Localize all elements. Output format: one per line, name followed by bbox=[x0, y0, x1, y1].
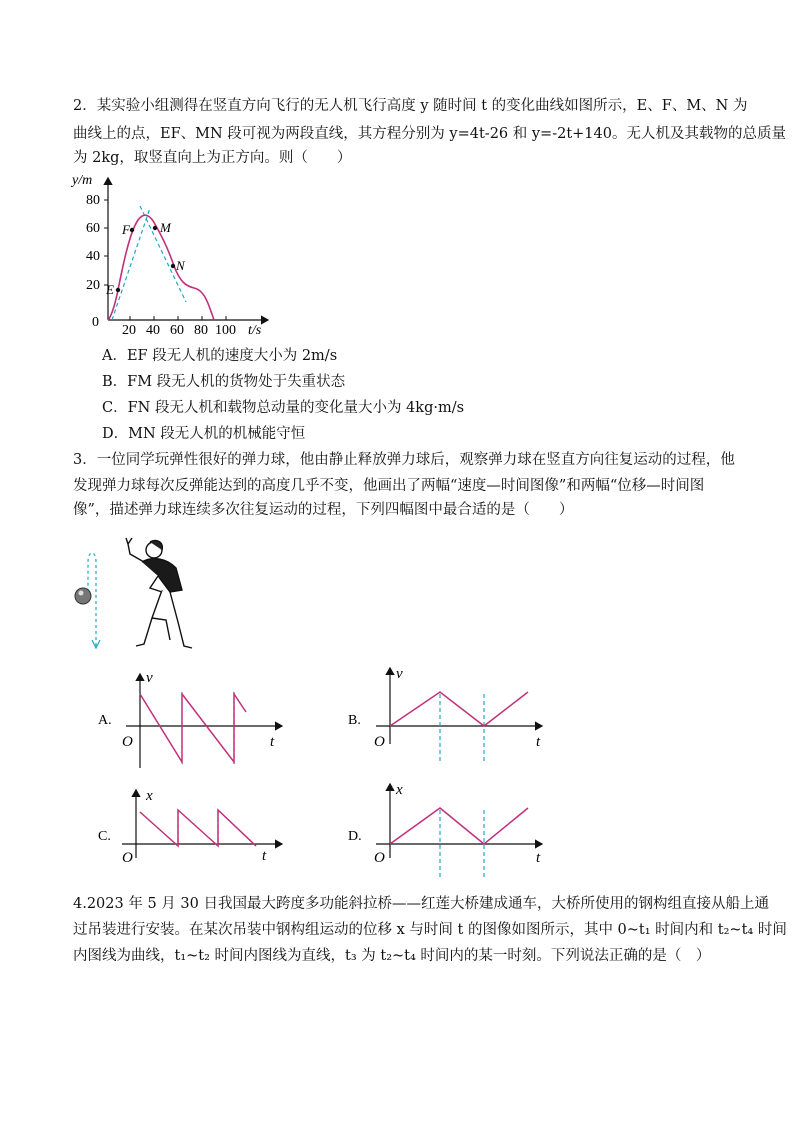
point-label-e: E bbox=[106, 282, 114, 297]
bouncing-ball-illustration bbox=[66, 536, 206, 656]
option-label: D. bbox=[348, 829, 362, 844]
q3-line-2: 发现弹力球每次反弹能达到的高度几乎不变，他画出了两幅“速度—时间图像”和两幅“位移—时间图 bbox=[73, 478, 705, 494]
q3-line-3: 像”，描述弹力球连续多次往复运动的过程，下列四幅图中最合适的是（ ） bbox=[73, 502, 574, 518]
point-e bbox=[116, 288, 120, 292]
point-m bbox=[153, 226, 157, 230]
x-tick: 100 bbox=[215, 323, 236, 338]
y-tick: 20 bbox=[86, 278, 100, 293]
q3-graph-c[interactable] bbox=[96, 786, 296, 886]
x-tick: 80 bbox=[194, 323, 208, 338]
displacement-line bbox=[390, 808, 528, 844]
y-label: v bbox=[146, 670, 153, 686]
ball-icon bbox=[75, 588, 91, 604]
point-label-m: M bbox=[160, 220, 171, 235]
origin-label: O bbox=[374, 850, 385, 866]
y-axis-label: y/m bbox=[72, 173, 93, 188]
origin-label: O bbox=[122, 734, 133, 750]
x-tick: 60 bbox=[170, 323, 184, 338]
origin-tick: 0 bbox=[92, 315, 99, 330]
q2-option-c[interactable]: C．FN 段无人机和载物总动量的变化量大小为 4kg·m/s bbox=[102, 400, 465, 416]
point-f bbox=[130, 228, 134, 232]
q4-line-3: 内图线为曲线，t₁~t₂ 时间内图线为直线，t₃ 为 t₂~t₄ 时间内的某一时刻。下列说法正确的是（ ） bbox=[73, 948, 711, 964]
velocity-line bbox=[390, 692, 528, 726]
q3-line-1: 3．一位同学玩弹性很好的弹力球，他由静止释放弹力球后，观察弹力球在竖直方向往复运动的过程，他 bbox=[73, 452, 735, 468]
y-label: v bbox=[396, 666, 403, 682]
ef-line bbox=[112, 208, 150, 320]
option-label: A. bbox=[98, 713, 112, 728]
option-label: C. bbox=[98, 829, 111, 844]
velocity-line bbox=[140, 694, 246, 762]
x-label: t bbox=[262, 848, 267, 864]
origin-label: O bbox=[374, 734, 385, 750]
q4-line-1: 4.2023 年 5 月 30 日我国最大跨度多功能斜拉桥——红莲大桥建成通车，大桥所使用的钢构组直接从船上通 bbox=[73, 896, 769, 912]
y-label: x bbox=[146, 788, 153, 804]
y-tick: 80 bbox=[86, 193, 100, 208]
x-label: t bbox=[270, 734, 275, 750]
x-label: t bbox=[536, 734, 541, 750]
q2-option-b[interactable]: B．FM 段无人机的货物处于失重状态 bbox=[102, 374, 346, 390]
q3-graph-a[interactable] bbox=[96, 664, 296, 774]
x-tick: 40 bbox=[146, 323, 160, 338]
q2-option-d[interactable]: D．MN 段无人机的机械能守恒 bbox=[102, 426, 306, 442]
y-label: x bbox=[396, 782, 403, 798]
q4-line-2: 过吊装进行安装。在某次吊装中钢构组运动的位移 x 与时间 t 的图像如图所示，其中 0~t₁ 时间内和 t₂~t₄ 时间 bbox=[73, 922, 787, 938]
q2-line-1: 2．某实验小组测得在竖直方向飞行的无人机飞行高度 y 随时间 t 的变化曲线如图所示，E、F、M、N 为 bbox=[73, 98, 748, 114]
x-axis-label: t/s bbox=[248, 323, 262, 338]
point-label-n: N bbox=[176, 258, 185, 273]
point-label-f: F bbox=[122, 222, 130, 237]
x-label: t bbox=[536, 850, 541, 866]
person-icon bbox=[126, 538, 192, 648]
q2-line-2: 曲线上的点，EF、MN 段可视为两段直线，其方程分别为 y=4t-26 和 y=-2t+140。无人机及其载物的总质量 bbox=[73, 126, 786, 142]
point-n bbox=[171, 264, 175, 268]
q2-option-a[interactable]: A．EF 段无人机的速度大小为 2m/s bbox=[102, 348, 338, 364]
y-tick: 40 bbox=[86, 249, 100, 264]
x-tick: 20 bbox=[122, 323, 136, 338]
origin-label: O bbox=[122, 850, 133, 866]
q3-graph-b[interactable] bbox=[346, 664, 556, 774]
option-label: B. bbox=[348, 713, 361, 728]
y-tick: 60 bbox=[86, 221, 100, 236]
q3-graph-d[interactable] bbox=[346, 780, 556, 886]
displacement-line bbox=[140, 810, 256, 846]
q2-height-time-graph bbox=[68, 170, 278, 340]
q2-line-3: 为 2kg，取竖直向上为正方向。则（ ） bbox=[73, 150, 352, 166]
